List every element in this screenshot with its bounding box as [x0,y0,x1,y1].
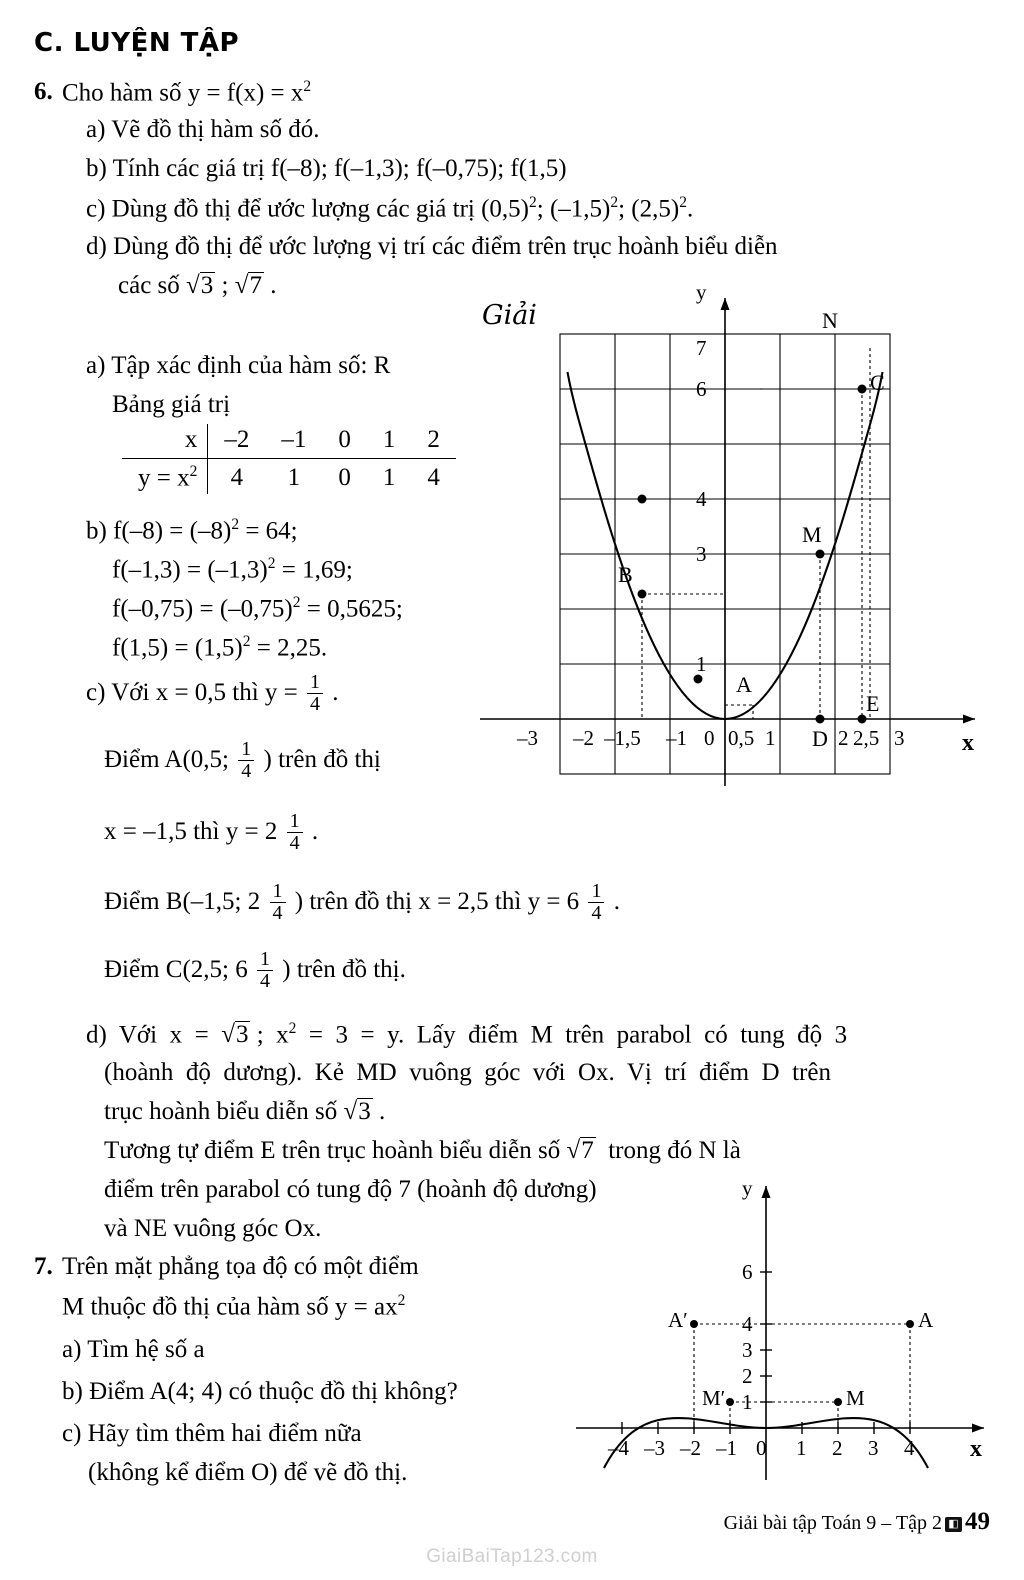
graph2-ytick-3: 3 [742,1338,753,1362]
problem7-number: 7. [34,1253,53,1280]
problem6-d-line2: các số √3 ; √7 . [118,272,277,299]
solution-c-3-text: x = –1,5 thì y = 2 [104,818,278,846]
graph2-point-A: A [918,1308,934,1332]
solution-c-5-text: Điểm C(2,5; 6 [104,956,248,984]
graph2-ytick-1: 1 [742,1390,753,1414]
solution-c-1-text: c) Với x = 0,5 thì y = [86,679,298,707]
table-cell: 4 [230,463,244,491]
helper-lines [642,348,870,719]
graph-parabola-1 [470,280,1000,786]
solution-b-3: $f(-0,75) = (-0,75)^2 = 0,5625$; [112,594,403,623]
footer [724,1508,990,1536]
graph2-axis-x-label: x [970,1436,982,1462]
graph1-xtick-25: 2,5 [853,726,880,750]
fraction: $\frac{1}{4}$ [287,811,303,854]
solution-c-3 [104,812,318,855]
graph1-point-M: M [802,522,822,547]
table-cell: 1 [382,463,396,491]
problem7-c2: (không kể điểm O) để vẽ đồ thị. [88,1459,408,1486]
fraction: $\frac{1}{4}$ [270,881,286,924]
solution-c-5-end: ) trên đồ thị. [282,956,406,984]
solution-table-title: Bảng giá trị [112,391,231,418]
solution-c-4-text: Điểm B(–1,5; 2 [104,888,261,916]
solution-c-1 [86,673,339,716]
graph1-xtick-1: 1 [765,726,776,750]
solution-c-2-text: Điểm A(0,5; [104,746,229,774]
problem6-a: a) Vẽ đồ thị hàm số đó. [86,116,320,143]
solution-c-3-end: . [311,818,319,846]
graph1-xtick-m2: –2 [573,726,594,750]
graph1-point-D: D [812,726,828,751]
table-row [122,459,456,495]
solution-c-1-end: . [332,679,339,707]
solution-d-4: Tương tự điểm E trên trục hoành biểu diễn số √7 trong đó N là [104,1137,741,1164]
graph2-ytick-4: 4 [742,1312,753,1336]
solution-b-4: $f(1,5) = (1,5)^2 = 2,25$. [112,633,328,662]
graph2-xtick-4: 4 [904,1436,915,1460]
solution-d-5: điểm trên parabol có tung độ 7 (hoành độ dương) [104,1176,597,1203]
footer-logo-icon: ◧ [945,1517,962,1532]
graph1-point-A: A [736,672,752,697]
fraction: $\frac{1}{4}$ [307,672,323,715]
solution-c-5 [104,950,406,993]
graph2-xtick-m3: –3 [644,1436,665,1460]
solution-c-4-mid: ) trên đồ thị x = 2,5 thì y = 6 [294,888,580,916]
table-cell: 1 [367,424,412,459]
x-axis-arrow-2 [972,1424,984,1433]
graph2-xtick-m4: –4 [608,1436,629,1460]
graph2-point-Aprime: A′ [668,1308,688,1332]
section-title: C. LUYỆN TẬP [34,28,240,58]
graph1-point-C: C [870,370,885,395]
table-cell: 4 [427,463,440,491]
table-cell: 0 [322,424,367,459]
solution-c-4-end: . [613,888,620,916]
footer-text: Giải bài tập Toán 9 – Tập 2 [723,1512,942,1534]
giai-heading: Giải [482,300,537,331]
table-cell: 1 [287,463,301,491]
graph1-ytick-1: 1 [696,652,707,676]
solution-b-1: b) $f(-8) = (-8)^2 = 64$; [86,516,298,545]
solution-d-3: trục hoành biểu diễn số √3 . [104,1098,386,1125]
graph2-ytick-2: 2 [742,1364,753,1388]
solution-b-2: $f(-1,3) = (-1,3)^2 = 1,69$; [112,555,353,584]
table-cell: 2 [411,424,456,459]
fraction: $\frac{1}{4}$ [238,739,254,782]
fraction: $\frac{1}{4}$ [257,949,273,992]
graph1-axis-y-label: y [696,280,707,304]
problem6-d-line1: d) Dùng đồ thị để ước lượng vị trí các điểm trên trục hoành biểu diễn [86,233,778,260]
graph2-xtick-m2: –2 [680,1436,701,1460]
values-table [122,424,456,494]
graph1-xtick-2: 2 [838,726,849,750]
graph1-point-N: N [822,308,838,333]
graph1-xtick-m15: –1,5 [604,726,641,750]
solution-d-2: (hoành độ dương). Kẻ MD vuông góc với Ox. Vị trí điểm D trên [104,1059,831,1086]
graph2-ytick-6: 6 [742,1260,753,1284]
graph-1-svg [470,286,1000,786]
graph2-axis-y-label: y [742,1176,753,1200]
table-cell: –2 [208,424,266,459]
problem6-number: 6. [34,78,53,105]
problem7-c1: c) Hãy tìm thêm hai điểm nữa [62,1420,362,1447]
graph1-point-B: B [618,562,633,587]
watermark: GiaiBaiTap123.com [426,1546,598,1567]
problem6-c: c) Dùng đồ thị để ước lượng các giá trị $(0,5)^2$; $(-1,5)^2$; $(2,5)^2$. [86,194,694,223]
graph1-ytick-3: 3 [696,542,707,566]
graph2-xtick-m1: –1 [716,1436,737,1460]
graph2-xtick-2: 2 [832,1436,843,1460]
solution-c-4 [104,882,620,925]
graph1-axis-x-label: x [962,730,974,756]
table-row [122,424,456,459]
solution-d-6: và NE vuông góc Ox. [104,1215,322,1242]
problem7-b: b) Điểm A(4; 4) có thuộc đồ thị không? [62,1378,458,1405]
y-axis-arrow [721,298,730,310]
solution-d-1: d) Với x = √3 ; $x^2 = 3 = y$. Lấy điểm M trên parabol có tung độ 3 [86,1020,848,1049]
page-number: 49 [965,1508,990,1535]
table-cell: –1 [265,424,322,459]
graph1-xtick-m3: –3 [517,726,538,750]
x-axis-arrow [963,715,975,724]
graph2-point-Mprime: M′ [702,1386,726,1410]
graph1-ytick-6: 6 [696,377,707,401]
graph1-ytick-4: 4 [696,487,707,511]
graph-2-svg [566,1178,1006,1498]
table-cell: 0 [338,463,351,491]
graph1-xtick-05: 0,5 [728,726,755,750]
problem7-line2: M thuộc đồ thị của hàm số $y = ax^2$ [62,1292,406,1321]
table-header-x: x [122,424,208,459]
graph2-xtick-0: 0 [756,1436,767,1460]
solution-c-2-end: ) trên đồ thị [263,746,381,774]
graph1-ytick-7: 7 [696,336,707,360]
graph2-xtick-1: 1 [796,1436,807,1460]
graph1-xtick-3: 3 [894,726,905,750]
graph1-point-E: E [866,691,880,716]
solution-c-2 [104,740,381,783]
fraction: $\frac{1}{4}$ [588,881,604,924]
graph-parabola-2 [566,1178,1006,1498]
problem6-b: b) Tính các giá trị f(–8); f(–1,3); f(–0,75); f(1,5) [86,155,567,182]
graph2-point-M: M [846,1386,865,1410]
graph1-xtick-m1: –1 [666,726,687,750]
problem7-line1: Trên mặt phẳng tọa độ có một điểm [62,1253,419,1280]
problem7-a: a) Tìm hệ số a [62,1336,205,1363]
solution-a: a) Tập xác định của hàm số: R [86,352,391,379]
table-header-y: $y = x^2$ [122,459,208,495]
problem6-stem: Cho hàm số $y = f(x) = x^2$ [62,78,312,107]
graph2-xtick-3: 3 [868,1436,879,1460]
graph1-xtick-0: 0 [704,726,715,750]
y-axis-arrow-2 [762,1186,771,1198]
